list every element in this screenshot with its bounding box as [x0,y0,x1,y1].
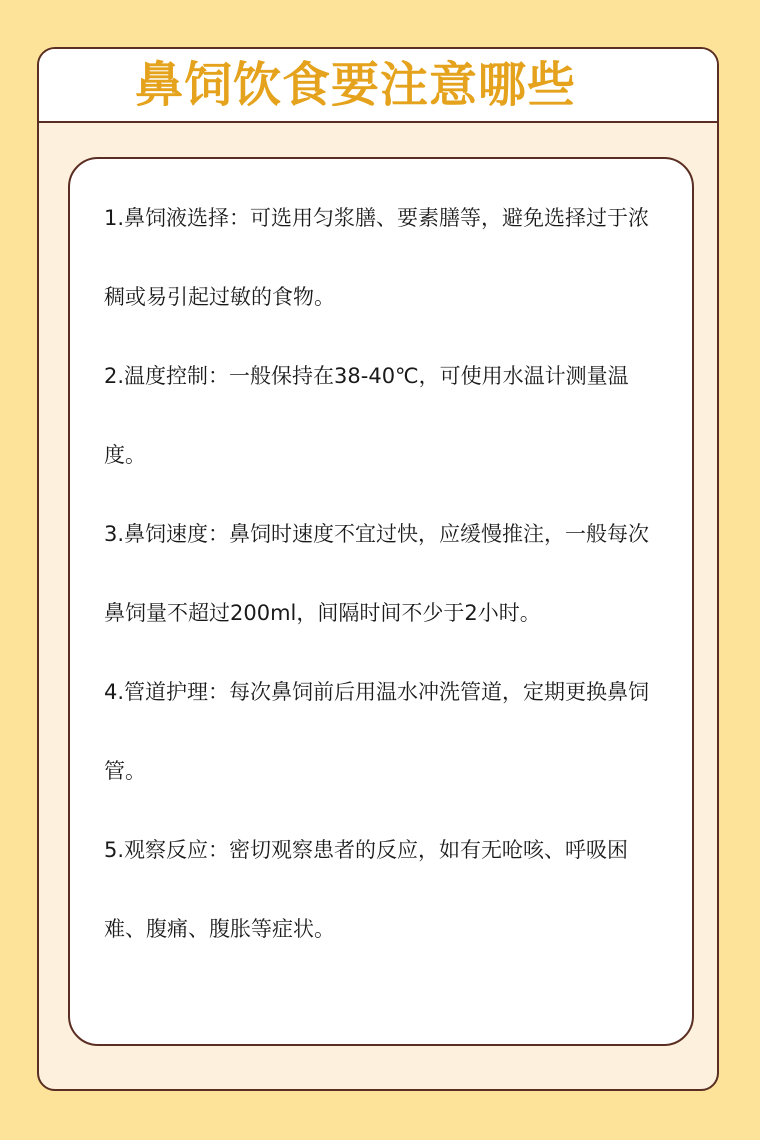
list-item-speed: 3.鼻饲速度：鼻饲时速度不宜过快，应缓慢推注，一般每次鼻饲量不超过200ml，间隔时间不少于2小时。 [104,522,650,625]
page-title: 鼻饲饮食要注意哪些 [135,57,577,113]
list-item-temperature: 2.温度控制：一般保持在38-40℃，可使用水温计测量温度。 [104,364,629,467]
content-card [68,157,694,1046]
content-list [104,179,670,969]
list-item-tube-care: 4.管道护理：每次鼻饲前后用温水冲洗管道，定期更换鼻饲管。 [104,680,650,783]
list-item-diet-choice: 1.鼻饲液选择：可选用匀浆膳、要素膳等，避免选择过于浓稠或易引起过敏的食物。 [104,206,650,309]
title-band [39,49,717,123]
list-item-observation: 5.观察反应：密切观察患者的反应，如有无呛咳、呼吸困难、腹痛、腹胀等症状。 [104,838,629,941]
